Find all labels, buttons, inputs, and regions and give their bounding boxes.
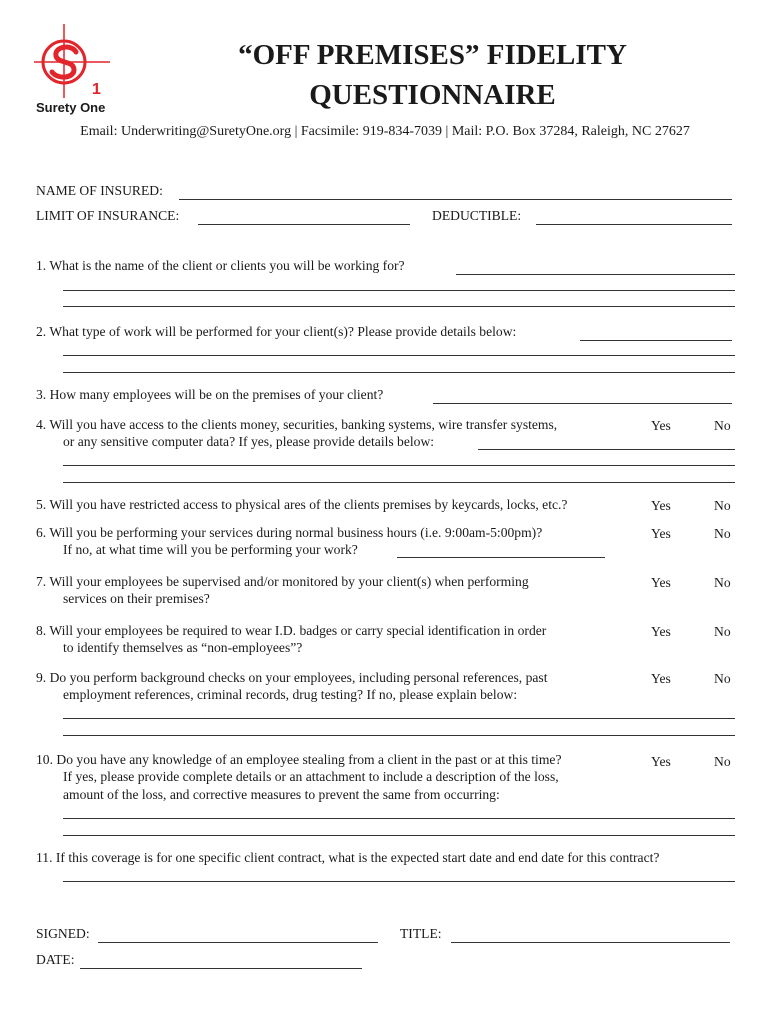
question-4: 4. Will you have access to the clients money, securities, banking systems, wire transfer systems,	[36, 417, 558, 432]
question-6-line2: If no, at what time will you be performing your work?	[63, 542, 358, 557]
deductible-label: DEDUCTIBLE:	[432, 208, 522, 223]
date-label: DATE:	[36, 952, 75, 967]
contact-info: Email: Underwriting@SuretyOne.org | Facsimile: 919-834-7039 | Mail: P.O. Box 37284, Raleigh, NC 27627	[80, 124, 690, 139]
title-field[interactable]	[451, 942, 730, 943]
answer-line[interactable]	[63, 718, 735, 719]
question-9-line2: employment references, criminal records, drug testing? If no, please explain below:	[63, 687, 518, 702]
logo-number: 1	[92, 81, 101, 98]
no-option[interactable]: No	[714, 624, 731, 639]
date-field[interactable]	[80, 968, 362, 969]
no-option[interactable]: No	[714, 526, 731, 541]
no-option[interactable]: No	[714, 498, 731, 513]
question-2: 2. What type of work will be performed for your client(s)? Please provide details below:	[36, 324, 517, 339]
answer-line[interactable]	[456, 274, 735, 275]
yes-option[interactable]: Yes	[651, 575, 671, 590]
yes-option[interactable]: Yes	[651, 754, 671, 769]
answer-line[interactable]	[63, 372, 735, 373]
question-10: 10. Do you have any knowledge of an employee stealing from a client in the past or at this time?	[36, 752, 562, 767]
question-8-line2: to identify themselves as “non-employees”?	[63, 640, 303, 655]
answer-line[interactable]	[63, 881, 735, 882]
question-6: 6. Will you be performing your services during normal business hours (i.e. 9:00am-5:00pm)?	[36, 525, 543, 540]
question-9: 9. Do you perform background checks on your employees, including personal references, past	[36, 670, 548, 685]
answer-line[interactable]	[63, 835, 735, 836]
answer-line[interactable]	[63, 482, 735, 483]
answer-line[interactable]	[63, 818, 735, 819]
title-label: TITLE:	[400, 926, 442, 941]
answer-line[interactable]	[63, 306, 735, 307]
logo-text: Surety One	[36, 100, 106, 115]
question-3: 3. How many employees will be on the premises of your client?	[36, 387, 384, 402]
answer-line[interactable]	[63, 355, 735, 356]
question-1: 1. What is the name of the client or clients you will be working for?	[36, 258, 405, 273]
yes-option[interactable]: Yes	[651, 671, 671, 686]
question-5: 5. Will you have restricted access to physical ares of the clients premises by keycards, locks, etc.?	[36, 497, 568, 512]
page-title-line2: QUESTIONNAIRE	[309, 79, 556, 111]
answer-line[interactable]	[63, 735, 735, 736]
yes-option[interactable]: Yes	[651, 624, 671, 639]
deductible-field[interactable]	[536, 224, 732, 225]
answer-line[interactable]	[63, 465, 735, 466]
name-of-insured-label: NAME OF INSURED:	[36, 183, 163, 198]
no-option[interactable]: No	[714, 671, 731, 686]
no-option[interactable]: No	[714, 575, 731, 590]
answer-line[interactable]	[478, 449, 735, 450]
yes-option[interactable]: Yes	[651, 526, 671, 541]
no-option[interactable]: No	[714, 418, 731, 433]
page-title-line1: “OFF PREMISES” FIDELITY	[238, 39, 627, 71]
question-10-line2: If yes, please provide complete details or an attachment to include a description of the loss,	[63, 769, 559, 784]
question-7: 7. Will your employees be supervised and/or monitored by your client(s) when performing	[36, 574, 529, 589]
question-7-line2: services on their premises?	[63, 591, 210, 606]
answer-line[interactable]	[580, 340, 732, 341]
signed-label: SIGNED:	[36, 926, 90, 941]
answer-line[interactable]	[397, 557, 605, 558]
question-10-line3: amount of the loss, and corrective measures to prevent the same from occurring:	[63, 787, 500, 802]
signed-field[interactable]	[98, 942, 378, 943]
limit-of-insurance-label: LIMIT OF INSURANCE:	[36, 208, 180, 223]
no-option[interactable]: No	[714, 754, 731, 769]
yes-option[interactable]: Yes	[651, 418, 671, 433]
answer-line[interactable]	[63, 290, 735, 291]
question-11: 11. If this coverage is for one specific client contract, what is the expected start date and end date for this contract?	[36, 850, 660, 865]
yes-option[interactable]: Yes	[651, 498, 671, 513]
limit-of-insurance-field[interactable]	[198, 224, 410, 225]
question-8: 8. Will your employees be required to wear I.D. badges or carry special identification in order	[36, 623, 547, 638]
name-of-insured-field[interactable]	[179, 199, 732, 200]
answer-line[interactable]	[433, 403, 732, 404]
question-4-line2: or any sensitive computer data? If yes, please provide details below:	[63, 434, 435, 449]
